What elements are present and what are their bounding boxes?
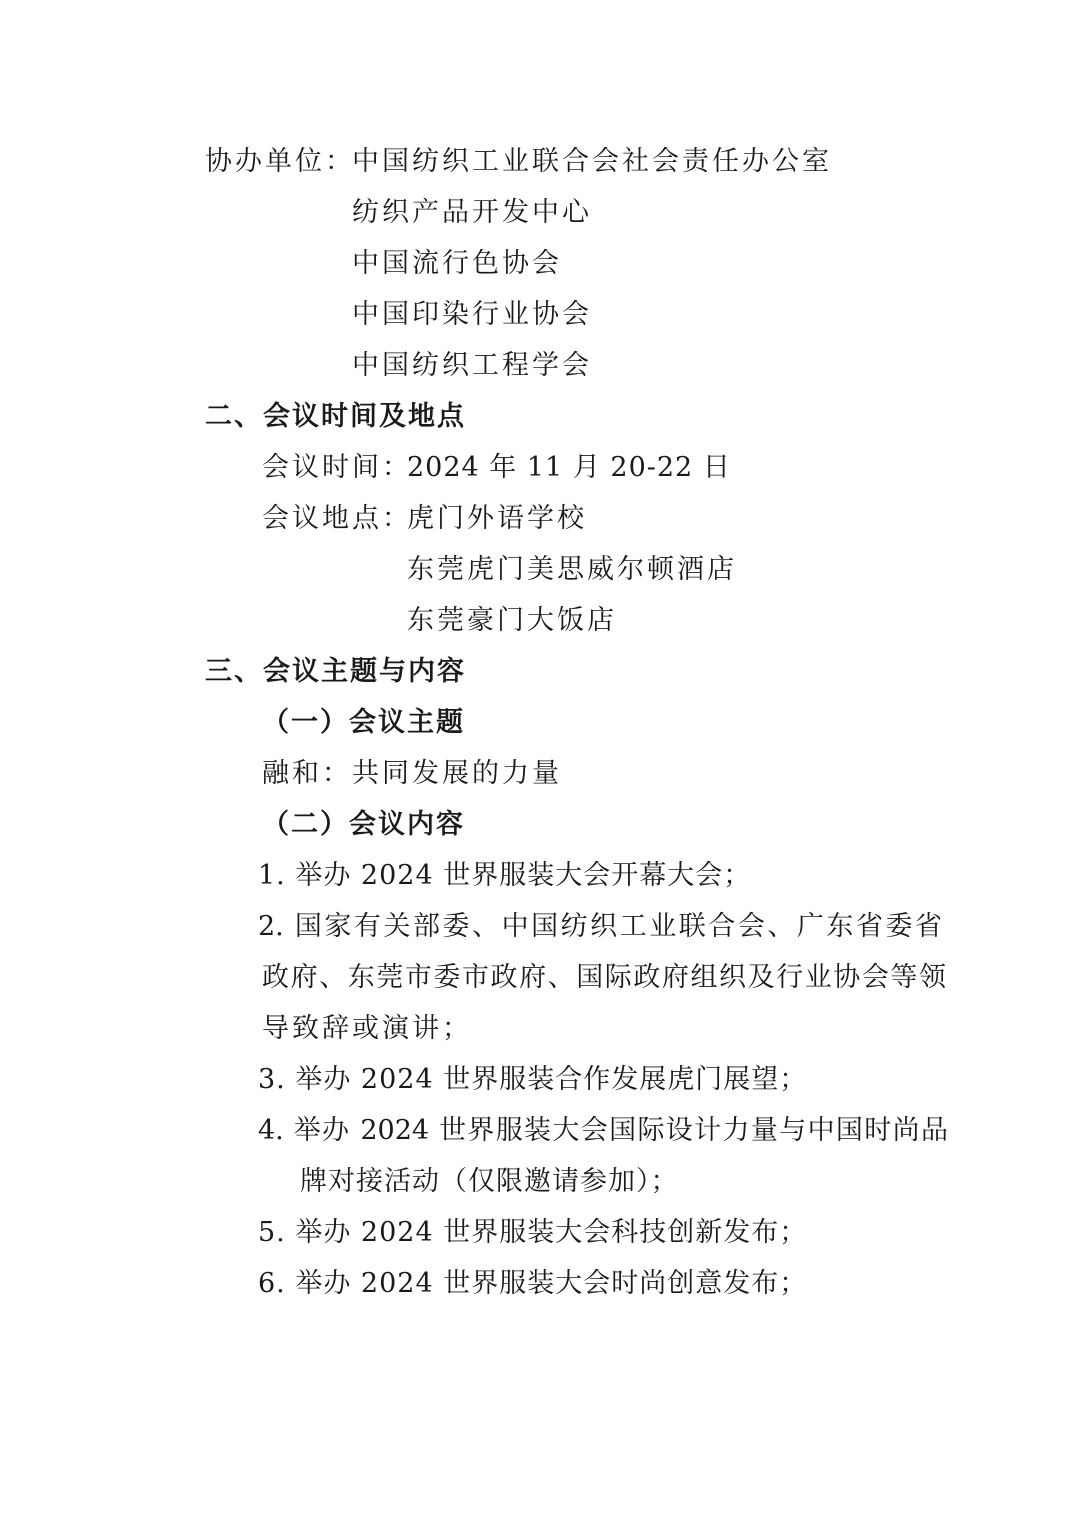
cohost-item: 中国印染行业协会	[352, 299, 592, 330]
content-item-1: 1. 举办 2024 世界服装大会开幕大会；	[258, 860, 752, 891]
content-item-2-line-2: 政府、东莞市委市政府、国际政府组织及行业协会等领	[262, 962, 946, 993]
content-item-4-line-1: 4. 举办 2024 世界服装大会国际设计力量与中国时尚品	[258, 1115, 948, 1146]
content-item-3: 3. 举办 2024 世界服装合作发展虎门展望；	[258, 1064, 808, 1095]
cohost-item: 中国流行色协会	[352, 248, 562, 279]
cohost-item: 中国纺织工业联合会社会责任办公室	[352, 146, 832, 177]
content-item-6: 6. 举办 2024 世界服装大会时尚创意发布；	[258, 1268, 808, 1299]
content-item-2-line-3: 导致辞或演讲；	[262, 1013, 472, 1044]
venue-item: 东莞虎门美思威尔顿酒店	[407, 554, 737, 585]
theme-subheading: （一）会议主题	[262, 707, 465, 738]
section2-heading: 二、会议时间及地点	[205, 401, 466, 432]
section3-heading: 三、会议主题与内容	[205, 656, 466, 687]
content-subheading: （二）会议内容	[262, 809, 465, 840]
cohost-label: 协办单位：	[205, 146, 355, 177]
meeting-venue-label: 会议地点：	[262, 503, 412, 534]
cohost-item: 纺织产品开发中心	[352, 197, 592, 228]
meeting-time-value: 2024 年 11 月 20-22 日	[407, 452, 731, 483]
content-item-2-line-1: 2. 国家有关部委、中国纺织工业联合会、广东省委省	[258, 911, 942, 942]
venue-item: 东莞豪门大饭店	[407, 605, 617, 636]
theme-text: 融和：共同发展的力量	[262, 758, 562, 789]
content-item-5: 5. 举办 2024 世界服装大会科技创新发布；	[258, 1217, 808, 1248]
meeting-time-label: 会议时间：	[262, 452, 412, 483]
cohost-item: 中国纺织工程学会	[352, 350, 592, 381]
content-item-4-line-2: 牌对接活动（仅限邀请参加）；	[300, 1166, 679, 1197]
venue-item: 虎门外语学校	[407, 503, 587, 534]
